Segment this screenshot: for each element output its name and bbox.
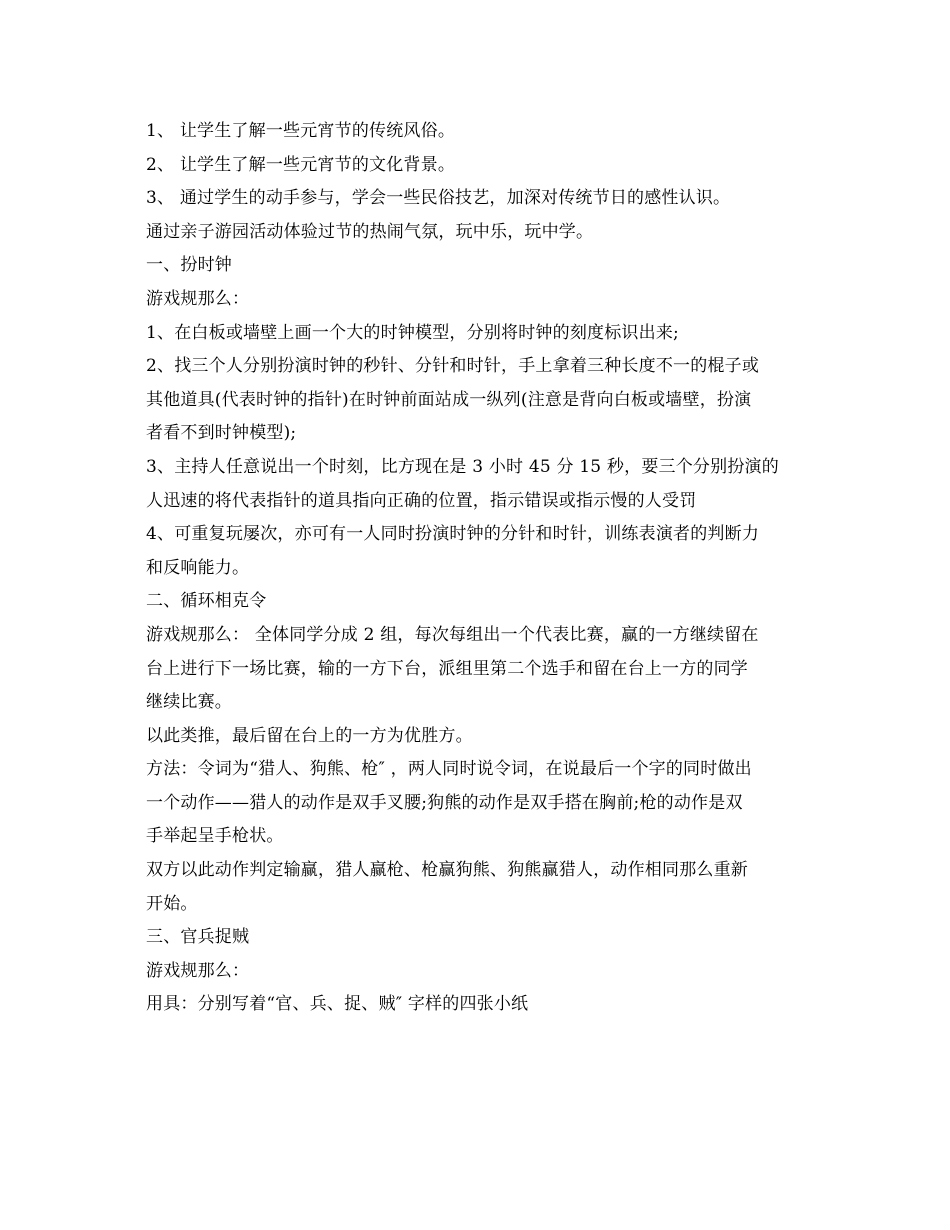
cycle-method-line-2: 一个动作——猎人的动作是双手叉腰;狗熊的动作是双手搭在胸前;枪的动作是双 [146,792,743,813]
section-heading-officers: 三、官兵捉贼 [146,927,250,948]
clock-rule-2-line-1: 2、找三个人分别扮演时钟的秒针、分针和时针，手上拿着三种长度不一的棍子或 [146,356,760,377]
clock-rule-2-line-3: 者看不到时钟模型); [146,423,297,444]
clock-rule-1: 1、在白板或墙壁上画一个大的时钟模型，分别将时钟的刻度标识出来; [146,322,679,343]
clock-rule-2-line-2: 其他道具(代表时钟的指针)在时钟前面站成一纵列(注意是背向白板或墙壁，扮演 [146,389,752,410]
rules-label-clock: 游戏规那么： [146,288,250,309]
cycle-rules-line-2: 台上进行下一场比赛，输的一方下台，派组里第二个选手和留在台上一方的同学 [146,658,748,679]
section-heading-clock: 一、扮时钟 [146,255,232,276]
document-body [146,115,814,1022]
rules-label-officers: 游戏规那么： [146,960,250,981]
officers-materials: 用具：分别写着“官、兵、捉、贼″ 字样的四张小纸 [146,994,529,1015]
objective-summary: 通过亲子游园活动体验过节的热闹气氛，玩中乐，玩中学。 [146,221,594,242]
clock-rule-3-line-1: 3、主持人任意说出一个时刻，比方现在是 3 小时 45 分 15 秒，要三个分别扮演的 [146,456,779,477]
cycle-outcome-line-2: 开始。 [146,893,198,914]
clock-rule-4-line-1: 4、可重复玩屡次，亦可有一人同时扮演时钟的分针和时针，训练表演者的判断力 [146,524,760,545]
objective-3: 3、 通过学生的动手参与，学会一些民俗技艺，加深对传统节日的感性认识。 [146,188,731,209]
section-heading-cycle: 二、循环相克令 [146,591,267,612]
cycle-rules-line-1: 游戏规那么： 全体同学分成 2 组，每次每组出一个代表比赛，赢的一方继续留在 [146,624,759,645]
clock-rule-4-line-2: 和反响能力。 [146,557,250,578]
cycle-rules-line-3: 继续比赛。 [146,692,232,713]
objective-2: 2、 让学生了解一些元宵节的文化背景。 [146,154,456,175]
cycle-method-line-3: 手举起呈手枪状。 [146,826,284,847]
cycle-method-line-1: 方法：令词为“猎人、狗熊、枪″ ，两人同时说令词，在说最后一个字的同时做出 [146,759,752,780]
objective-1: 1、 让学生了解一些元宵节的传统风俗。 [146,121,456,141]
cycle-winner: 以此类推，最后留在台上的一方为优胜方。 [146,725,473,746]
cycle-outcome-line-1: 双方以此动作判定输赢，猎人赢枪、枪赢狗熊、狗熊赢猎人，动作相同那么重新 [146,860,748,881]
clock-rule-3-line-2: 人迅速的将代表指针的道具指向正确的位置，指示错误或指示慢的人受罚 [146,490,697,511]
